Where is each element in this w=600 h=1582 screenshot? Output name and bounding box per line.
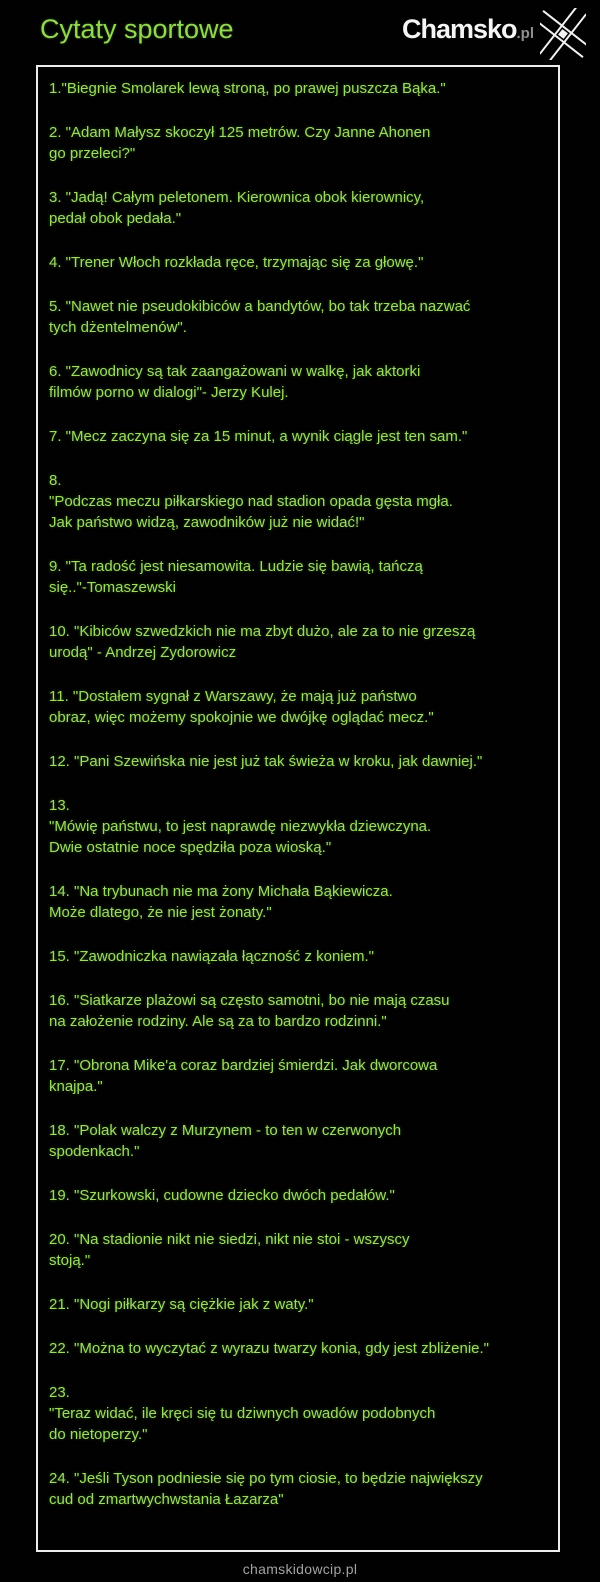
quote: 1."Biegnie Smolarek lewą stroną, po prawej puszcza Bąka."	[49, 80, 446, 97]
footer-site-label: chamskidowcip.pl	[242, 1561, 358, 1577]
quote-box	[36, 65, 560, 1552]
quote: 10. "Kibiców szwedzkich nie ma zbyt dużo, ale za to nie grzeszą urodą" - Andrzej Zydorowicz	[49, 623, 476, 661]
quote: 2. "Adam Małysz skoczył 125 metrów. Czy Janne Ahonen go przeleci?"	[49, 124, 431, 162]
quote: 21. "Nogi piłkarzy są ciężkie jak z waty."	[49, 1296, 314, 1313]
quote: 4. "Trener Włoch rozkłada ręce, trzymając się za głowę."	[49, 254, 424, 271]
header	[0, 0, 600, 64]
quote: 17. "Obrona Mike'a coraz bardziej śmierdzi. Jak dworcowa knajpa."	[49, 1057, 438, 1095]
quote: 8. "Podczas meczu piłkarskiego nad stadion opada gęsta mgła. Jak państwo widzą, zawodników już nie widać!"	[49, 472, 453, 531]
quote: 24. "Jeśli Tyson podniesie się po tym ciosie, to będzie największy cud od zmartwychwstania Łazarza"	[49, 1470, 483, 1508]
quote: 22. "Można to wyczytać z wyrazu twarzy konia, gdy jest zbliżenie."	[49, 1340, 489, 1357]
quote: 16. "Siatkarze plażowi są często samotni, bo nie mają czasu na założenie rodziny. Ale są za to bardzo rodzinni."	[49, 992, 450, 1030]
quote: 7. "Mecz zaczyna się za 15 minut, a wynik ciągle jest ten sam."	[49, 428, 468, 445]
quote: 19. "Szurkowski, cudowne dziecko dwóch pedałów."	[49, 1187, 395, 1204]
footer	[0, 1556, 600, 1582]
quote: 3. "Jadą! Całym peletonem. Kierownica obok kierownicy, pedał obok pedała."	[49, 189, 425, 227]
quote: 18. "Polak walczy z Murzynem - to ten w czerwonych spodenkach."	[49, 1122, 402, 1160]
quote-list	[49, 78, 548, 1510]
quote: 23. "Teraz widać, ile kręci się tu dziwnych owadów podobnych do nietoperzy."	[49, 1384, 436, 1443]
quote: 15. "Zawodniczka nawiązała łączność z koniem."	[49, 948, 374, 965]
quote: 20. "Na stadionie nikt nie siedzi, nikt nie stoi - wszyscy stoją."	[49, 1231, 410, 1269]
site-logo[interactable]	[402, 8, 586, 65]
quote: 9. "Ta radość jest niesamowita. Ludzie się bawią, tańczą się.."-Tomaszewski	[49, 558, 423, 596]
quote: 13. "Mówię państwu, to jest naprawdę niezwykła dziewczyna. Dwie ostatnie noce spędziła poza wioską."	[49, 797, 432, 856]
quote: 12. "Pani Szewińska nie jest już tak świeża w kroku, jak dawniej."	[49, 753, 483, 770]
page-title: Cytaty sportowe	[40, 14, 234, 44]
quote: 6. "Zawodnicy są tak zaangażowani w walkę, jak aktorki filmów porno w dialogi"- Jerzy Kulej.	[49, 363, 421, 401]
logo-brand: Chamsko	[401, 14, 517, 44]
logo-text	[402, 14, 534, 45]
logo-tld: .pl	[516, 25, 534, 42]
quote: 5. "Nawet nie pseudokibiców a bandytów, bo tak trzeba nazwać tych dżentelmenów".	[49, 298, 471, 336]
quote: 11. "Dostałem sygnał z Warszawy, że mają już państwo obraz, więc możemy spokojnie we dwójkę oglądać mecz."	[49, 688, 434, 726]
quote: 14. "Na trybunach nie ma żony Michała Bąkiewicza. Może dlatego, że nie jest żonaty."	[49, 883, 393, 921]
hash-icon	[540, 8, 586, 65]
